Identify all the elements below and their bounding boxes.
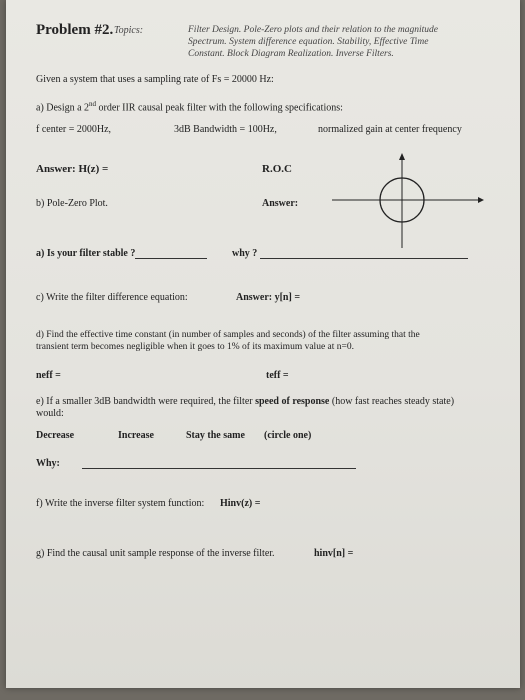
- part-e-line-2: would:: [36, 408, 64, 419]
- part-c-answer: Answer: y[n] =: [236, 292, 301, 303]
- part-f-answer: Hinv(z) =: [220, 498, 261, 509]
- part-g-text: g) Find the causal unit sample response of the inverse filter.: [36, 548, 275, 559]
- part-c-text: c) Write the filter difference equation:: [36, 292, 188, 303]
- option-decrease[interactable]: Decrease: [36, 430, 75, 441]
- pole-zero-plane[interactable]: [328, 152, 486, 252]
- answer-b-label: Answer:: [262, 198, 299, 209]
- part-d-line-1: d) Find the effective time constant (in number of samples and seconds) of the filter assuming that the: [36, 330, 420, 340]
- why-answer-line[interactable]: [260, 248, 468, 259]
- answer-hz-label: Answer: H(z) =: [36, 163, 109, 175]
- part-a-text: a) Design a 2nd order IIR causal peak filter with the following specifications:: [36, 100, 343, 114]
- problem-title: Problem #2.: [36, 22, 114, 38]
- part-g-answer: hinv[n] =: [314, 548, 354, 559]
- why-row: why ?: [232, 248, 468, 259]
- why-e-answer-line[interactable]: [82, 468, 356, 469]
- stable-answer-line[interactable]: [135, 248, 207, 259]
- option-increase[interactable]: Increase: [118, 430, 154, 441]
- intro-text: Given a system that uses a sampling rate of Fs = 20000 Hz:: [36, 74, 274, 85]
- roc-label: R.O.C: [262, 163, 292, 175]
- part-d-line-2: transient term becomes negligible when it goes to 1% of its maximum value at n=0.: [36, 342, 354, 352]
- part-e-line-1: e) If a smaller 3dB bandwidth were required, the filter speed of response (how fast reaches steady state): [36, 396, 455, 407]
- spec-gain: normalized gain at center frequency: [318, 124, 462, 135]
- circle-one-note: (circle one): [264, 430, 312, 441]
- why-e-row: Why:: [36, 458, 60, 469]
- worksheet-page: [6, 0, 520, 688]
- topics-label: Topics:: [114, 25, 144, 36]
- topics-line-1: Filter Design. Pole-Zero plots and their relation to the magnitude: [188, 25, 438, 35]
- spec-bandwidth: 3dB Bandwidth = 100Hz,: [174, 124, 277, 135]
- spec-fcenter: f center = 2000Hz,: [36, 124, 112, 135]
- part-f-text: f) Write the inverse filter system function:: [36, 498, 205, 509]
- stable-row: a) Is your filter stable ?: [36, 248, 207, 259]
- topics-line-3: Constant. Block Diagram Realization. Inverse Filters.: [188, 49, 394, 59]
- neff-label: neff =: [36, 370, 61, 381]
- teff-label: teff =: [266, 370, 289, 381]
- topics-line-2: Spectrum. System difference equation. Stability, Effective Time: [188, 37, 429, 47]
- option-stay-the-same[interactable]: Stay the same: [186, 430, 245, 441]
- part-b-text: b) Pole-Zero Plot.: [36, 198, 108, 209]
